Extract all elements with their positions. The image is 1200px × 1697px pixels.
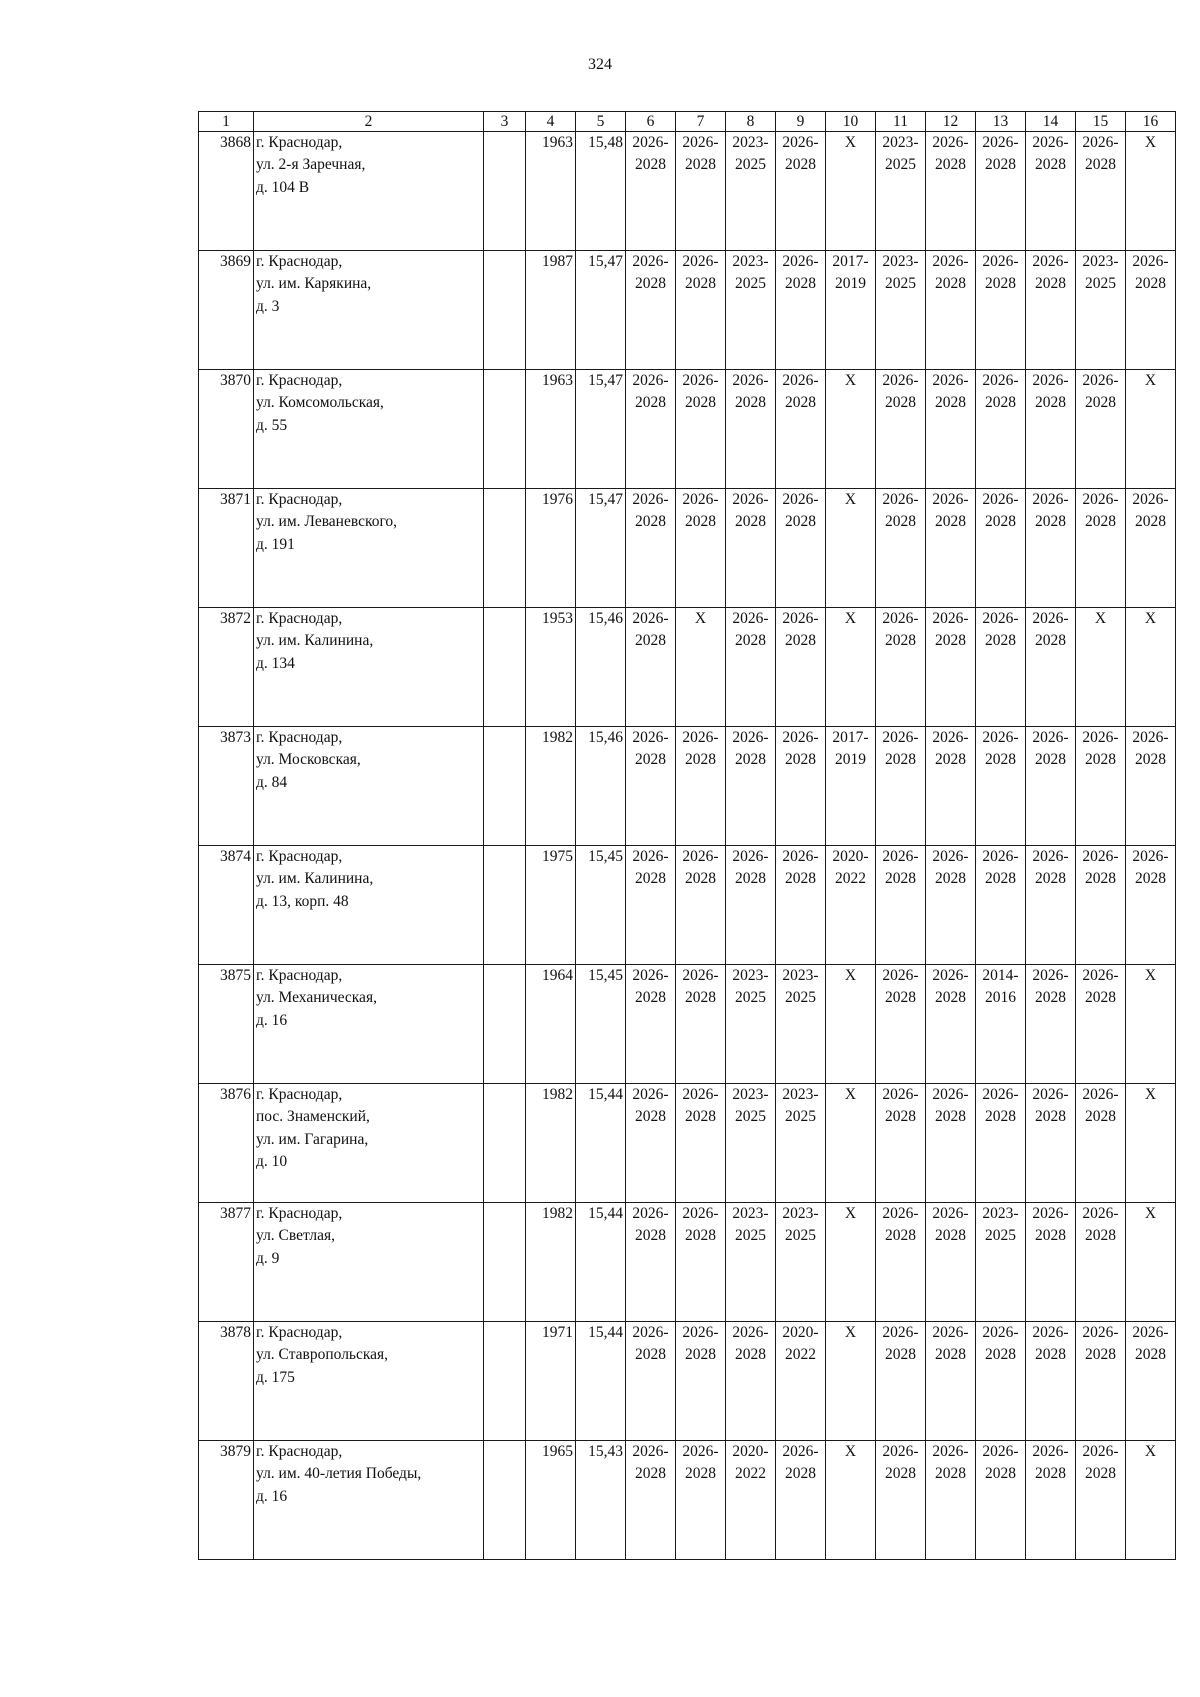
period-cell-col-7: 2026- 2028 — [676, 251, 726, 370]
period-cell-col-12: 2026- 2028 — [926, 965, 976, 1084]
address-line: д. 9 — [256, 1249, 280, 1267]
period-cell-col-12: 2026- 2028 — [926, 846, 976, 965]
row-number-cell: 3875 — [199, 965, 254, 1084]
period-cell-col-11: 2026- 2028 — [876, 727, 926, 846]
address-line: г. Краснодар, — [256, 372, 343, 389]
period-cell-col-10: X — [826, 370, 876, 489]
period-cell-col-6: 2026- 2028 — [626, 846, 676, 965]
period-cell-col-7: 2026- 2028 — [676, 370, 726, 489]
address-cell — [254, 1203, 484, 1322]
period-cell-col-9: 2026- 2028 — [776, 370, 826, 489]
column-header-16: 16 — [1126, 112, 1176, 132]
period-cell-col-11: 2026- 2028 — [876, 489, 926, 608]
row-number-cell: 3870 — [199, 370, 254, 489]
address-cell — [254, 1322, 484, 1441]
period-cell-col-11: 2026- 2028 — [876, 1084, 926, 1203]
period-cell-col-10: X — [826, 965, 876, 1084]
period-cell-col-14: 2026- 2028 — [1026, 1441, 1076, 1560]
row-number-cell: 3872 — [199, 608, 254, 727]
column-3-cell — [484, 370, 526, 489]
address-line: ул. Светлая, — [256, 1227, 336, 1245]
address-line: д. 104 В — [256, 178, 310, 196]
row-number-cell: 3869 — [199, 251, 254, 370]
year-cell: 1964 — [526, 965, 576, 1084]
period-cell-col-13: 2026- 2028 — [976, 132, 1026, 251]
table-row — [199, 489, 1176, 608]
period-cell-col-8: 2026- 2028 — [726, 1322, 776, 1441]
address-cell — [254, 846, 484, 965]
value-cell: 15,47 — [576, 370, 626, 489]
period-cell-col-16: 2026- 2028 — [1126, 1322, 1176, 1441]
period-cell-col-8: 2020- 2022 — [726, 1441, 776, 1560]
period-cell-col-9: 2026- 2028 — [776, 1441, 826, 1560]
column-header-13: 13 — [976, 112, 1026, 132]
value-cell: 15,45 — [576, 846, 626, 965]
period-cell-col-16: 2026- 2028 — [1126, 846, 1176, 965]
column-header-4: 4 — [526, 112, 576, 132]
year-cell: 1982 — [526, 727, 576, 846]
column-3-cell — [484, 1084, 526, 1203]
period-cell-col-15: 2026- 2028 — [1076, 965, 1126, 1084]
address-line: д. 55 — [256, 416, 288, 434]
period-cell-col-16: 2026- 2028 — [1126, 251, 1176, 370]
table-row — [199, 727, 1176, 846]
period-cell-col-6: 2026- 2028 — [626, 251, 676, 370]
page-number: 324 — [588, 56, 612, 73]
period-cell-col-8: 2026- 2028 — [726, 370, 776, 489]
period-cell-col-12: 2026- 2028 — [926, 727, 976, 846]
period-cell-col-11: 2026- 2028 — [876, 965, 926, 1084]
value-cell: 15,44 — [576, 1322, 626, 1441]
housing-register-table — [198, 111, 1176, 1560]
address-line: д. 16 — [256, 1487, 288, 1505]
period-cell-col-6: 2026- 2028 — [626, 1084, 676, 1203]
period-cell-col-9: 2026- 2028 — [776, 727, 826, 846]
period-cell-col-7: 2026- 2028 — [676, 1441, 726, 1560]
period-cell-col-14: 2026- 2028 — [1026, 727, 1076, 846]
column-header-5: 5 — [576, 112, 626, 132]
period-cell-col-6: 2026- 2028 — [626, 608, 676, 727]
period-cell-col-10: X — [826, 608, 876, 727]
period-cell-col-12: 2026- 2028 — [926, 608, 976, 727]
address-line: ул. им. Гагарина, — [256, 1130, 369, 1148]
period-cell-col-15: 2023- 2025 — [1076, 251, 1126, 370]
period-cell-col-10: X — [826, 1441, 876, 1560]
table-row — [199, 1441, 1176, 1560]
column-header-3: 3 — [484, 112, 526, 132]
table-row — [199, 251, 1176, 370]
period-cell-col-14: 2026- 2028 — [1026, 370, 1076, 489]
address-line: д. 13, корп. 48 — [256, 892, 349, 910]
period-cell-col-13: 2026- 2028 — [976, 370, 1026, 489]
period-cell-col-7: 2026- 2028 — [676, 1203, 726, 1322]
address-cell — [254, 965, 484, 1084]
period-cell-col-6: 2026- 2028 — [626, 370, 676, 489]
address-line: ул. 2-я Заречная, — [256, 156, 366, 174]
column-header-10: 10 — [826, 112, 876, 132]
period-cell-col-13: 2023- 2025 — [976, 1203, 1026, 1322]
value-cell: 15,43 — [576, 1441, 626, 1560]
period-cell-col-11: 2026- 2028 — [876, 608, 926, 727]
table-row — [199, 370, 1176, 489]
column-3-cell — [484, 727, 526, 846]
address-cell — [254, 727, 484, 846]
address-cell — [254, 1441, 484, 1560]
period-cell-col-15: 2026- 2028 — [1076, 846, 1126, 965]
period-cell-col-15: 2026- 2028 — [1076, 1322, 1126, 1441]
period-cell-col-15: 2026- 2028 — [1076, 132, 1126, 251]
year-cell: 1987 — [526, 251, 576, 370]
address-line: ул. Комсомольская, — [256, 394, 384, 412]
period-cell-col-10: 2017- 2019 — [826, 727, 876, 846]
address-line: д. 134 — [256, 654, 295, 672]
header-row — [199, 112, 1176, 132]
period-cell-col-8: 2026- 2028 — [726, 489, 776, 608]
year-cell: 1982 — [526, 1203, 576, 1322]
address-line: г. Краснодар, — [256, 253, 343, 270]
period-cell-col-16: X — [1126, 1084, 1176, 1203]
period-cell-col-11: 2023- 2025 — [876, 251, 926, 370]
year-cell: 1976 — [526, 489, 576, 608]
period-cell-col-10: X — [826, 489, 876, 608]
period-cell-col-15: 2026- 2028 — [1076, 1084, 1126, 1203]
address-line: д. 175 — [256, 1368, 295, 1386]
period-cell-col-15: 2026- 2028 — [1076, 727, 1126, 846]
period-cell-col-15: X — [1076, 608, 1126, 727]
period-cell-col-9: 2020- 2022 — [776, 1322, 826, 1441]
address-line: д. 191 — [256, 535, 295, 553]
value-cell: 15,44 — [576, 1084, 626, 1203]
table-row — [199, 846, 1176, 965]
period-cell-col-8: 2026- 2028 — [726, 846, 776, 965]
row-number-cell: 3877 — [199, 1203, 254, 1322]
column-header-2: 2 — [254, 112, 484, 132]
period-cell-col-10: 2017- 2019 — [826, 251, 876, 370]
period-cell-col-11: 2026- 2028 — [876, 1322, 926, 1441]
address-line: ул. им. 40-летия Победы, — [256, 1465, 422, 1483]
period-cell-col-8: 2026- 2028 — [726, 608, 776, 727]
address-line: г. Краснодар, — [256, 491, 343, 508]
period-cell-col-10: X — [826, 1322, 876, 1441]
address-line: г. Краснодар, — [256, 134, 343, 151]
address-line: г. Краснодар, — [256, 1443, 343, 1460]
column-header-8: 8 — [726, 112, 776, 132]
period-cell-col-12: 2026- 2028 — [926, 132, 976, 251]
period-cell-col-6: 2026- 2028 — [626, 1441, 676, 1560]
period-cell-col-11: 2023- 2025 — [876, 132, 926, 251]
address-cell — [254, 1084, 484, 1203]
period-cell-col-9: 2023- 2025 — [776, 965, 826, 1084]
column-header-11: 11 — [876, 112, 926, 132]
period-cell-col-16: X — [1126, 1441, 1176, 1560]
column-header-7: 7 — [676, 112, 726, 132]
address-line: г. Краснодар, — [256, 729, 343, 746]
period-cell-col-15: 2026- 2028 — [1076, 1441, 1126, 1560]
address-line: г. Краснодар, — [256, 1205, 343, 1222]
period-cell-col-12: 2026- 2028 — [926, 1084, 976, 1203]
address-line: д. 3 — [256, 297, 280, 315]
address-line: ул. Ставропольская, — [256, 1346, 389, 1364]
period-cell-col-9: 2026- 2028 — [776, 251, 826, 370]
period-cell-col-16: X — [1126, 608, 1176, 727]
period-cell-col-14: 2026- 2028 — [1026, 1203, 1076, 1322]
value-cell: 15,46 — [576, 727, 626, 846]
address-line: д. 84 — [256, 773, 288, 791]
period-cell-col-13: 2026- 2028 — [976, 1441, 1026, 1560]
row-number-cell: 3871 — [199, 489, 254, 608]
column-3-cell — [484, 489, 526, 608]
period-cell-col-15: 2026- 2028 — [1076, 370, 1126, 489]
period-cell-col-7: 2026- 2028 — [676, 1322, 726, 1441]
year-cell: 1963 — [526, 370, 576, 489]
period-cell-col-13: 2026- 2028 — [976, 1322, 1026, 1441]
year-cell: 1963 — [526, 132, 576, 251]
period-cell-col-8: 2023- 2025 — [726, 1084, 776, 1203]
year-cell: 1975 — [526, 846, 576, 965]
table-row — [199, 1084, 1176, 1203]
address-cell — [254, 489, 484, 608]
address-line: г. Краснодар, — [256, 1086, 343, 1103]
period-cell-col-12: 2026- 2028 — [926, 489, 976, 608]
column-3-cell — [484, 132, 526, 251]
column-3-cell — [484, 965, 526, 1084]
column-3-cell — [484, 1203, 526, 1322]
table-row — [199, 132, 1176, 251]
period-cell-col-10: X — [826, 1203, 876, 1322]
period-cell-col-7: 2026- 2028 — [676, 132, 726, 251]
column-header-14: 14 — [1026, 112, 1076, 132]
address-line: д. 16 — [256, 1011, 288, 1029]
row-number-cell: 3868 — [199, 132, 254, 251]
period-cell-col-7: 2026- 2028 — [676, 727, 726, 846]
period-cell-col-7: 2026- 2028 — [676, 1084, 726, 1203]
period-cell-col-9: 2023- 2025 — [776, 1203, 826, 1322]
row-number-cell: 3878 — [199, 1322, 254, 1441]
column-header-9: 9 — [776, 112, 826, 132]
period-cell-col-6: 2026- 2028 — [626, 489, 676, 608]
address-line: ул. Московская, — [256, 751, 361, 769]
column-3-cell — [484, 846, 526, 965]
column-3-cell — [484, 608, 526, 727]
table-row — [199, 608, 1176, 727]
period-cell-col-7: 2026- 2028 — [676, 846, 726, 965]
period-cell-col-7: 2026- 2028 — [676, 965, 726, 1084]
period-cell-col-12: 2026- 2028 — [926, 1322, 976, 1441]
period-cell-col-14: 2026- 2028 — [1026, 846, 1076, 965]
column-header-15: 15 — [1076, 112, 1126, 132]
address-line: ул. им. Леваневского, — [256, 513, 398, 531]
period-cell-col-16: X — [1126, 370, 1176, 489]
period-cell-col-15: 2026- 2028 — [1076, 489, 1126, 608]
value-cell: 15,44 — [576, 1203, 626, 1322]
period-cell-col-9: 2026- 2028 — [776, 608, 826, 727]
period-cell-col-9: 2026- 2028 — [776, 846, 826, 965]
period-cell-col-6: 2026- 2028 — [626, 727, 676, 846]
period-cell-col-12: 2026- 2028 — [926, 251, 976, 370]
period-cell-col-16: X — [1126, 965, 1176, 1084]
address-line: д. 10 — [256, 1153, 288, 1171]
address-line: г. Краснодар, — [256, 967, 343, 984]
address-cell — [254, 251, 484, 370]
year-cell: 1971 — [526, 1322, 576, 1441]
value-cell: 15,47 — [576, 489, 626, 608]
period-cell-col-13: 2026- 2028 — [976, 608, 1026, 727]
period-cell-col-10: 2020- 2022 — [826, 846, 876, 965]
period-cell-col-14: 2026- 2028 — [1026, 1084, 1076, 1203]
table-row — [199, 965, 1176, 1084]
period-cell-col-9: 2026- 2028 — [776, 489, 826, 608]
column-3-cell — [484, 1441, 526, 1560]
period-cell-col-8: 2023- 2025 — [726, 132, 776, 251]
period-cell-col-12: 2026- 2028 — [926, 370, 976, 489]
period-cell-col-14: 2026- 2028 — [1026, 251, 1076, 370]
column-header-6: 6 — [626, 112, 676, 132]
column-3-cell — [484, 251, 526, 370]
period-cell-col-14: 2026- 2028 — [1026, 132, 1076, 251]
address-cell — [254, 608, 484, 727]
period-cell-col-6: 2026- 2028 — [626, 1203, 676, 1322]
period-cell-col-13: 2026- 2028 — [976, 727, 1026, 846]
period-cell-col-9: 2026- 2028 — [776, 132, 826, 251]
address-cell — [254, 132, 484, 251]
period-cell-col-12: 2026- 2028 — [926, 1203, 976, 1322]
period-cell-col-8: 2023- 2025 — [726, 965, 776, 1084]
row-number-cell: 3876 — [199, 1084, 254, 1203]
year-cell: 1982 — [526, 1084, 576, 1203]
column-header-1: 1 — [199, 112, 254, 132]
period-cell-col-6: 2026- 2028 — [626, 1322, 676, 1441]
period-cell-col-11: 2026- 2028 — [876, 846, 926, 965]
period-cell-col-13: 2014- 2016 — [976, 965, 1026, 1084]
period-cell-col-14: 2026- 2028 — [1026, 489, 1076, 608]
period-cell-col-7: X — [676, 608, 726, 727]
period-cell-col-6: 2026- 2028 — [626, 965, 676, 1084]
period-cell-col-13: 2026- 2028 — [976, 1084, 1026, 1203]
value-cell: 15,45 — [576, 965, 626, 1084]
period-cell-col-8: 2026- 2028 — [726, 727, 776, 846]
address-line: г. Краснодар, — [256, 610, 343, 627]
table-row — [199, 1203, 1176, 1322]
period-cell-col-16: X — [1126, 132, 1176, 251]
period-cell-col-11: 2026- 2028 — [876, 1203, 926, 1322]
period-cell-col-7: 2026- 2028 — [676, 489, 726, 608]
period-cell-col-6: 2026- 2028 — [626, 132, 676, 251]
period-cell-col-14: 2026- 2028 — [1026, 608, 1076, 727]
address-line: ул. Механическая, — [256, 989, 377, 1007]
value-cell: 15,47 — [576, 251, 626, 370]
period-cell-col-11: 2026- 2028 — [876, 1441, 926, 1560]
address-line: г. Краснодар, — [256, 1324, 343, 1341]
row-number-cell: 3874 — [199, 846, 254, 965]
year-cell: 1965 — [526, 1441, 576, 1560]
period-cell-col-13: 2026- 2028 — [976, 489, 1026, 608]
value-cell: 15,48 — [576, 132, 626, 251]
address-line: ул. им. Калинина, — [256, 632, 374, 650]
period-cell-col-15: 2026- 2028 — [1076, 1203, 1126, 1322]
period-cell-col-8: 2023- 2025 — [726, 251, 776, 370]
address-line: пос. Знаменский, — [256, 1108, 370, 1126]
value-cell: 15,46 — [576, 608, 626, 727]
period-cell-col-13: 2026- 2028 — [976, 846, 1026, 965]
column-3-cell — [484, 1322, 526, 1441]
period-cell-col-11: 2026- 2028 — [876, 370, 926, 489]
year-cell: 1953 — [526, 608, 576, 727]
address-line: ул. им. Калинина, — [256, 870, 374, 888]
row-number-cell: 3879 — [199, 1441, 254, 1560]
period-cell-col-13: 2026- 2028 — [976, 251, 1026, 370]
period-cell-col-10: X — [826, 1084, 876, 1203]
column-header-12: 12 — [926, 112, 976, 132]
row-number-cell: 3873 — [199, 727, 254, 846]
address-cell — [254, 370, 484, 489]
address-line: г. Краснодар, — [256, 848, 343, 865]
period-cell-col-16: 2026- 2028 — [1126, 489, 1176, 608]
period-cell-col-14: 2026- 2028 — [1026, 1322, 1076, 1441]
period-cell-col-8: 2023- 2025 — [726, 1203, 776, 1322]
period-cell-col-16: 2026- 2028 — [1126, 727, 1176, 846]
period-cell-col-14: 2026- 2028 — [1026, 965, 1076, 1084]
table-row — [199, 1322, 1176, 1441]
address-line: ул. им. Карякина, — [256, 275, 372, 293]
period-cell-col-10: X — [826, 132, 876, 251]
period-cell-col-16: X — [1126, 1203, 1176, 1322]
period-cell-col-9: 2023- 2025 — [776, 1084, 826, 1203]
period-cell-col-12: 2026- 2028 — [926, 1441, 976, 1560]
